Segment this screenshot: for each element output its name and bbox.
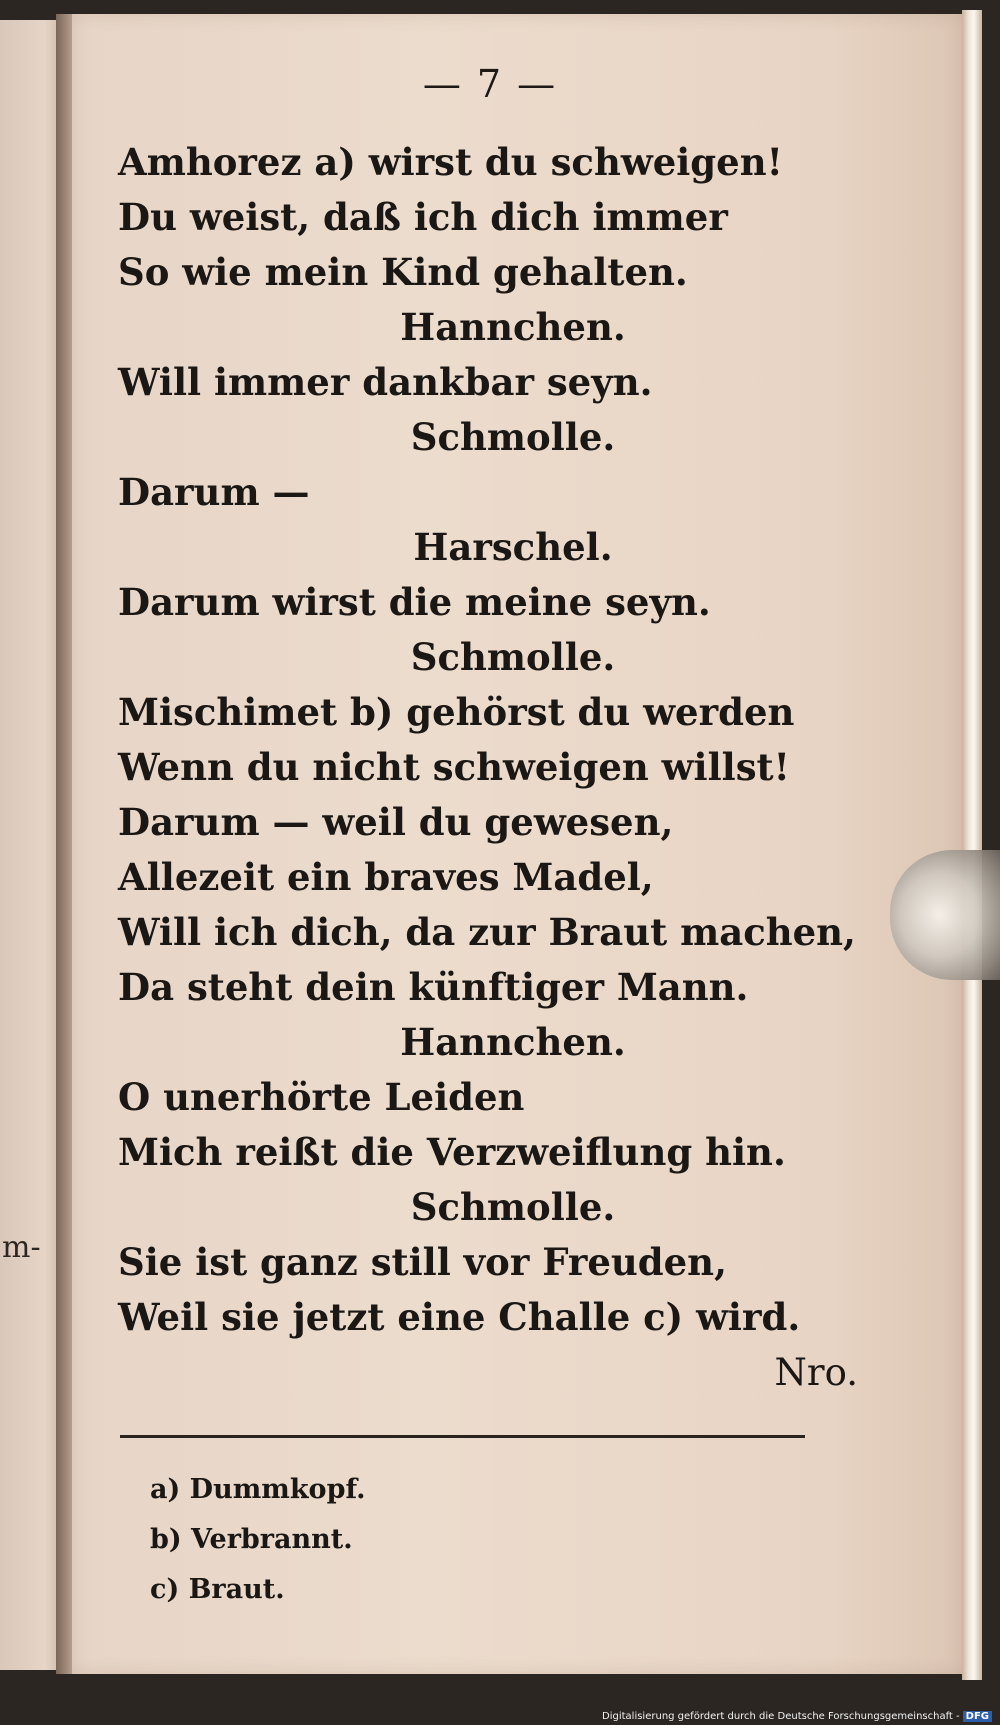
speaker-name: Schmolle. [410, 635, 616, 679]
speaker-name: Hannchen. [400, 305, 626, 349]
footnote: a) Dummkopf. [150, 1474, 366, 1505]
footnotes [150, 1465, 750, 1615]
verse-line: Darum wirst die meine seyn. [118, 580, 711, 624]
speaker-name: Schmolle. [410, 1185, 616, 1229]
digitization-credit [602, 1711, 992, 1722]
verse-line: Darum — weil du gewesen, [118, 800, 674, 844]
verse-line: Will immer dankbar seyn. [118, 360, 653, 404]
verse-line: Darum — [118, 470, 310, 514]
verse-line: Weil sie jetzt eine Challe c) wird. [118, 1295, 801, 1339]
verse-line: Wenn du nicht schweigen willst! [118, 745, 790, 789]
verse-text [118, 135, 878, 1400]
page-edge [962, 10, 982, 1680]
footnote: b) Verbrannt. [150, 1524, 353, 1555]
verse-line: O unerhörte Leiden [118, 1075, 525, 1119]
verse-line: Mischimet b) gehörst du werden [118, 690, 795, 734]
verse-line: Du weist, daß ich dich immer [118, 195, 728, 239]
credit-text: Digitalisierung gefördert durch die Deutsche Forschungsgemeinschaft - [602, 1711, 960, 1722]
speaker-name: Harschel. [413, 525, 613, 569]
page-number: — 7 — [422, 62, 558, 106]
left-page-fragment: m- [2, 1230, 41, 1265]
catchword: Nro. [774, 1351, 858, 1394]
speaker-name: Hannchen. [400, 1020, 626, 1064]
dfg-logo: DFG [963, 1711, 992, 1722]
left-page [0, 20, 64, 1670]
verse-line: Mich reißt die Verzweiflung hin. [118, 1130, 786, 1174]
page-clip [890, 850, 1000, 980]
verse-line: Amhorez a) wirst du schweigen! [118, 140, 783, 184]
footnote-rule [120, 1435, 805, 1438]
verse-line: Allezeit ein braves Madel, [118, 855, 654, 899]
verse-line: Sie ist ganz still vor Freuden, [118, 1240, 727, 1284]
verse-line: So wie mein Kind gehalten. [118, 250, 688, 294]
verse-line: Da steht dein künftiger Mann. [118, 965, 749, 1009]
footnote: c) Braut. [150, 1574, 285, 1605]
verse-line: Will ich dich, da zur Braut machen, [118, 910, 856, 954]
speaker-name: Schmolle. [410, 415, 616, 459]
